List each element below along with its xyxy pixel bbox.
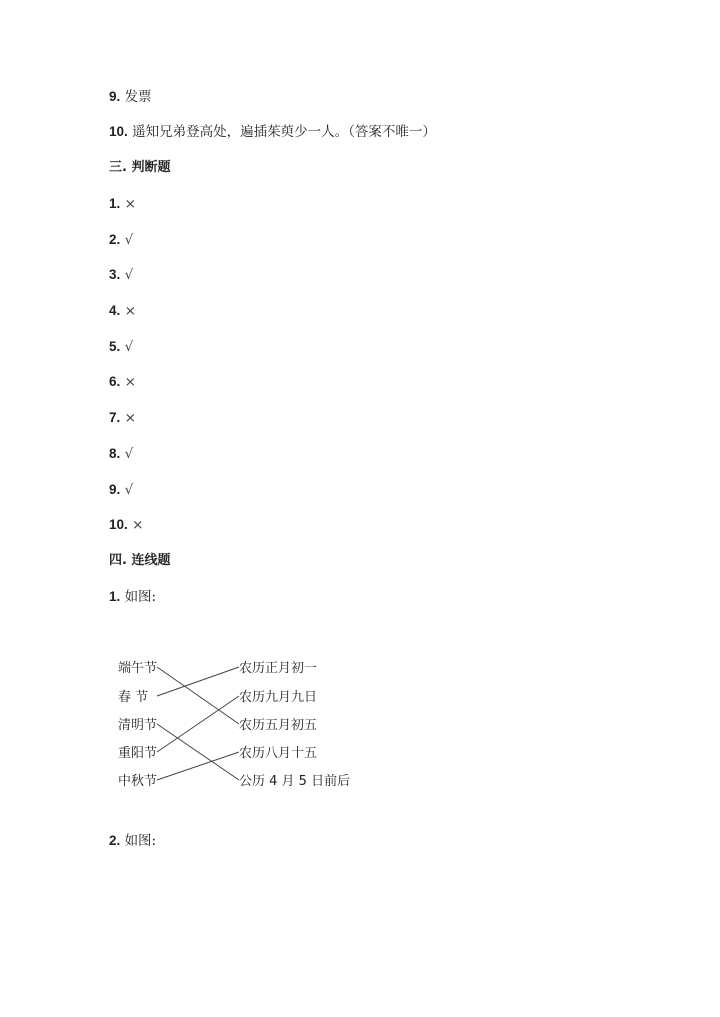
judgment-item bbox=[109, 516, 143, 534]
item-number: 5. bbox=[109, 339, 121, 354]
judgment-mark: × bbox=[132, 517, 144, 533]
date-label: 农历五月初五 bbox=[239, 718, 318, 733]
matching-diagram bbox=[100, 650, 360, 800]
item-number: 10. bbox=[109, 517, 128, 532]
match-line bbox=[157, 667, 239, 696]
right-labels bbox=[239, 661, 350, 789]
festival-label: 中秋节 bbox=[118, 774, 158, 789]
judgment-item bbox=[109, 231, 133, 249]
date-label: 农历八月十五 bbox=[239, 746, 318, 761]
festival-label: 端午节 bbox=[118, 661, 158, 676]
item-number: 2. bbox=[109, 833, 121, 848]
answer-text: 发票 bbox=[124, 89, 152, 105]
item-number: 1. bbox=[109, 589, 121, 604]
date-label: 农历九月九日 bbox=[239, 690, 318, 705]
match-line bbox=[157, 667, 239, 724]
item-number: 2. bbox=[109, 232, 121, 247]
question-text: 如图: bbox=[124, 589, 157, 605]
match-line bbox=[157, 752, 239, 780]
judgment-item bbox=[109, 373, 136, 391]
judgment-mark: × bbox=[124, 374, 136, 390]
judgment-item bbox=[109, 302, 136, 320]
judgment-mark: √ bbox=[124, 482, 134, 498]
connecting-lines bbox=[157, 667, 239, 780]
judgment-mark: √ bbox=[124, 267, 134, 283]
item-number: 1. bbox=[109, 196, 121, 211]
answer-9 bbox=[109, 88, 152, 106]
judgment-mark: √ bbox=[124, 232, 134, 248]
match-line bbox=[157, 724, 239, 780]
judgment-item bbox=[109, 481, 133, 499]
judgment-mark: √ bbox=[124, 339, 134, 355]
judgment-item bbox=[109, 338, 133, 356]
item-number: 8. bbox=[109, 446, 121, 461]
question-text: 如图: bbox=[124, 833, 157, 849]
judgment-item bbox=[109, 266, 133, 284]
answer-text: 遥知兄弟登高处，遍插茱萸少一人。（答案不唯一） bbox=[132, 124, 436, 140]
answer-10 bbox=[109, 123, 436, 141]
section-heading-matching: 四. 连线题 bbox=[109, 553, 171, 568]
date-label: 农历正月初一 bbox=[239, 661, 318, 676]
festival-label: 清明节 bbox=[118, 718, 158, 733]
date-label: 公历 4 月 5 日前后 bbox=[239, 774, 351, 789]
matching-question-2 bbox=[109, 832, 156, 850]
item-number: 9. bbox=[109, 482, 121, 497]
judgment-mark: × bbox=[124, 410, 136, 426]
left-labels bbox=[118, 660, 157, 789]
item-number: 10. bbox=[109, 124, 128, 139]
item-number: 6. bbox=[109, 374, 121, 389]
judgment-item bbox=[109, 195, 136, 213]
section-heading-judgment: 三. 判断题 bbox=[109, 160, 171, 175]
item-number: 4. bbox=[109, 303, 121, 318]
festival-label: 重阳节 bbox=[118, 746, 158, 761]
judgment-mark: × bbox=[124, 303, 136, 319]
judgment-item bbox=[109, 445, 133, 463]
judgment-item bbox=[109, 409, 136, 427]
item-number: 9. bbox=[109, 89, 121, 104]
item-number: 3. bbox=[109, 267, 121, 282]
match-line bbox=[157, 696, 239, 752]
festival-label: 春 节 bbox=[118, 690, 149, 705]
judgment-mark: √ bbox=[124, 446, 134, 462]
item-number: 7. bbox=[109, 410, 121, 425]
matching-question-1 bbox=[109, 588, 156, 606]
judgment-mark: × bbox=[124, 196, 136, 212]
